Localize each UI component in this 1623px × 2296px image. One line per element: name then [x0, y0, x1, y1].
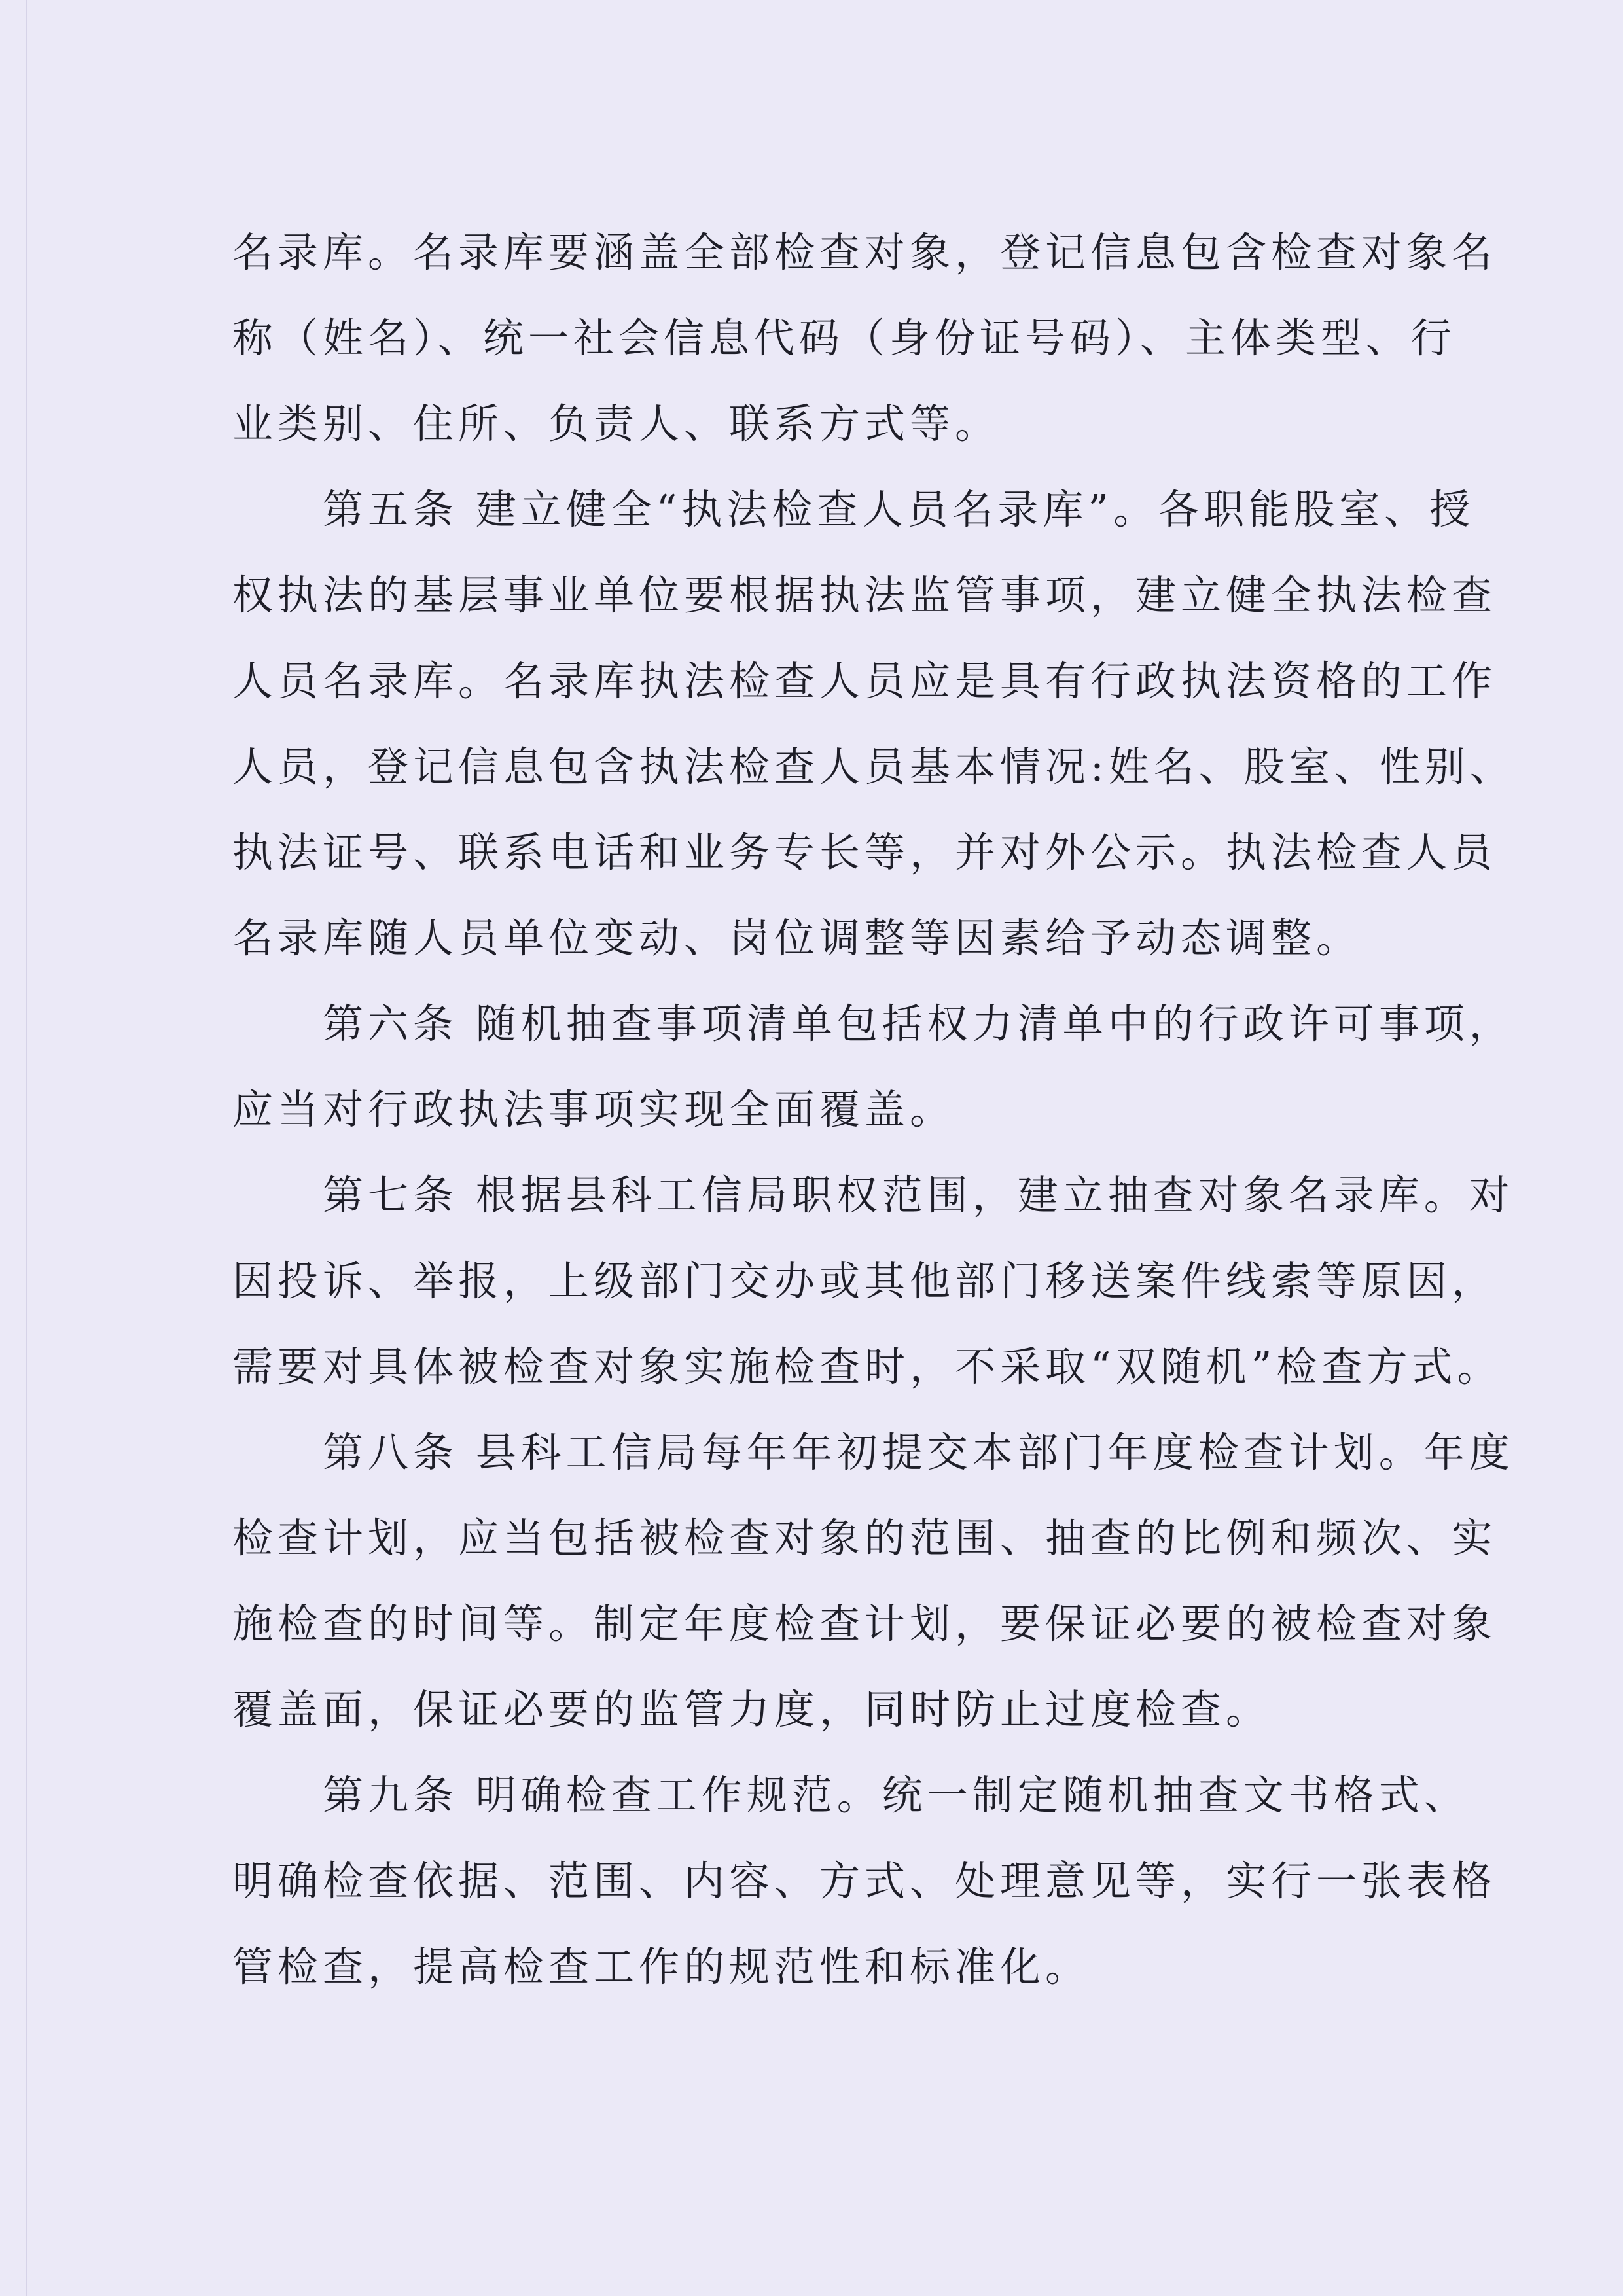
paragraph-article-8 — [232, 1409, 1514, 1752]
text-line: 第八条 县科工信局每年年初提交本部门年度检查计划。年度 — [232, 1428, 1514, 1476]
text-line: 执法证号、联系电话和业务专长等，并对外公示。执法检查人员 — [232, 828, 1497, 876]
paragraph-article-5 — [232, 467, 1515, 981]
text-line: 覆盖面，保证必要的监管力度，同时防止过度检查。 — [232, 1686, 1272, 1733]
paragraph-article-7 — [232, 1152, 1514, 1409]
text-line: 人员，登记信息包含执法检查人员基本情况:姓名、股室、性别、 — [232, 743, 1515, 790]
text-line: 检查计划，应当包括被检查对象的范围、抽查的比例和频次、实 — [232, 1514, 1497, 1562]
text-line: 称（姓名）、统一社会信息代码（身份证号码）、主体类型、行 — [232, 314, 1457, 362]
text-line: 人员名录库。名录库执法检查人员应是具有行政执法资格的工作 — [232, 657, 1497, 705]
text-line: 明确检查依据、范围、内容、方式、处理意见等，实行一张表格 — [232, 1857, 1497, 1905]
text-line: 管检查，提高检查工作的规范性和标准化。 — [232, 1943, 1091, 1990]
text-line: 业类别、住所、负责人、联系方式等。 — [232, 400, 1001, 448]
paragraph-article-9 — [232, 1752, 1497, 2009]
text-line: 应当对行政执法事项实现全面覆盖。 — [232, 1086, 955, 1133]
document-body — [232, 209, 1515, 2009]
text-line: 名录库随人员单位变动、岗位调整等因素给予动态调整。 — [232, 914, 1362, 962]
text-line: 第五条 建立健全“执法检查人员名录库”。各职能股室、授 — [232, 486, 1475, 533]
text-line: 需要对具体被检查对象实施检查时，不采取“双随机”检查方式。 — [232, 1343, 1503, 1390]
text-line: 权执法的基层事业单位要根据执法监管事项，建立健全执法检查 — [232, 571, 1497, 619]
paragraph-continuation — [232, 209, 1497, 467]
text-line: 第六条 随机抽查事项清单包括权力清单中的行政许可事项， — [232, 1000, 1514, 1048]
text-line: 第七条 根据县科工信局职权范围，建立抽查对象名录库。对 — [232, 1171, 1514, 1219]
text-line: 第九条 明确检查工作规范。统一制定随机抽查文书格式、 — [232, 1771, 1469, 1819]
text-line: 因投诉、举报，上级部门交办或其他部门移送案件线索等原因， — [232, 1257, 1497, 1305]
text-line: 施检查的时间等。制定年度检查计划，要保证必要的被检查对象 — [232, 1600, 1497, 1648]
paragraph-article-6 — [232, 981, 1514, 1152]
text-line: 名录库。名录库要涵盖全部检查对象，登记信息包含检查对象名 — [232, 228, 1497, 276]
